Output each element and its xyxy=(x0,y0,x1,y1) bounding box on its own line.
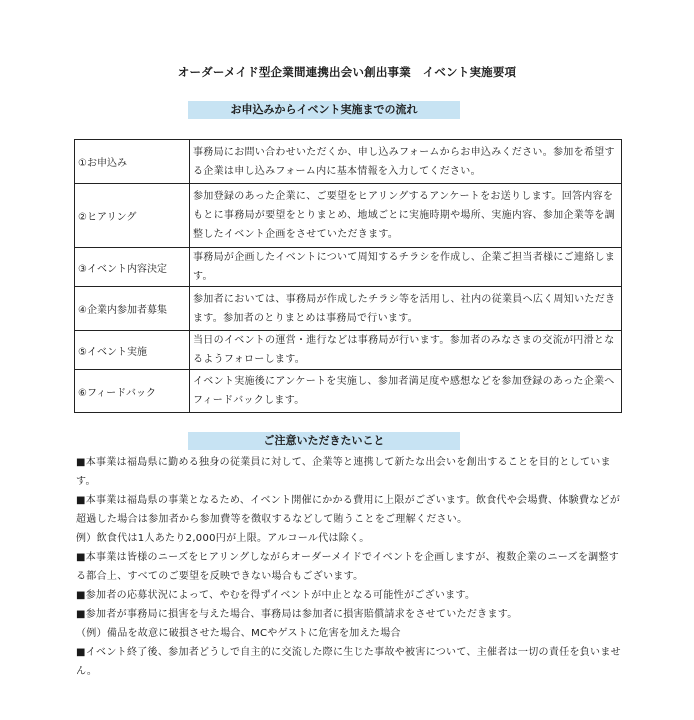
note-item: ■本事業は皆様のニーズをヒアリングしながらオーダーメイドでイベントを企画しますが、複数企業のニーズを調整する都合上、すべてのご要望を反映できない場合もございます。 xyxy=(76,552,620,582)
flow-step-description: 参加登録のあった企業に、ご要望をヒアリングするアンケートをお送りします。回答内容をもとに事務局が要望をとりまとめ、地域ごとに実施時期や場所、実施内容、参加企業等を調整したイベント企画をさせていただきます。 xyxy=(190,184,622,248)
document-title: オーダーメイド型企業間連携出会い創出事業 イベント実施要項 xyxy=(177,65,517,79)
flow-step-description: 当日のイベントの運営・進行などは事務局が行います。参加者のみなさまの交流が円滑となるようフォローします。 xyxy=(190,331,622,370)
note-example: （例）備品を故意に破損させた場合、MCやゲストに危害を加えた場合 xyxy=(76,628,401,639)
flow-step-description: イベント実施後にアンケートを実施し、参加者満足度や感想などを参加登録のあった企業へフィードバックします。 xyxy=(190,370,622,413)
flow-row-recruitment xyxy=(75,287,622,331)
flow-step-label: ③イベント内容決定 xyxy=(75,248,190,287)
flow-step-label: ④企業内参加者募集 xyxy=(75,287,190,331)
flow-step-label: ⑥フィードバック xyxy=(75,370,190,413)
flow-row-event-decision xyxy=(75,248,622,287)
flow-section-heading: お申込みからイベント実施までの流れ xyxy=(188,101,460,119)
note-item: ■本事業は福島県に勤める独身の従業員に対して、企業等と連携して新たな出会いを創出することを目的としています。 xyxy=(76,457,611,487)
flow-table xyxy=(74,139,622,413)
flow-step-label: ①お申込み xyxy=(75,140,190,184)
flow-row-feedback xyxy=(75,370,622,413)
flow-step-label: ⑤イベント実施 xyxy=(75,331,190,370)
flow-row-event-execution xyxy=(75,331,622,370)
flow-row-hearing xyxy=(75,184,622,248)
flow-row-application xyxy=(75,140,622,184)
notes-section-heading: ご注意いただきたいこと xyxy=(188,432,460,450)
note-item: ■参加者が事務局に損害を与えた場合、事務局は参加者に損害賠償請求をさせていただきます。 xyxy=(76,609,518,620)
note-item: ■参加者の応募状況によって、やむを得ずイベントが中止となる可能性がございます。 xyxy=(76,590,476,601)
flow-step-description: 事務局にお問い合わせいただくか、申し込みフォームからお申込みください。参加を希望する企業は申し込みフォーム内に基本情報を入力してください。 xyxy=(190,140,622,184)
flow-step-label: ②ヒアリング xyxy=(75,184,190,248)
flow-step-description: 事務局が企画したイベントについて周知するチラシを作成し、企業ご担当者様にご連絡します。 xyxy=(190,248,622,287)
notes-list xyxy=(76,453,624,681)
note-item: ■イベント終了後、参加者どうしで自主的に交流した際に生じた事故や被害について、主催者は一切の責任を負いません。 xyxy=(76,647,621,677)
flow-step-description: 参加者においては、事務局が作成したチラシ等を活用し、社内の従業員へ広く周知いただきます。参加者のとりまとめは事務局で行います。 xyxy=(190,287,622,331)
note-item: ■本事業は福島県の事業となるため、イベント開催にかかる費用に上限がございます。飲食代や会場費、体験費などが超過した場合は参加者から参加費等を徴収するなどして賄うことをご理解ください。 xyxy=(76,495,621,525)
note-example: 例）飲食代は1人あたり2,000円が上限。アルコール代は除く。 xyxy=(76,533,370,544)
